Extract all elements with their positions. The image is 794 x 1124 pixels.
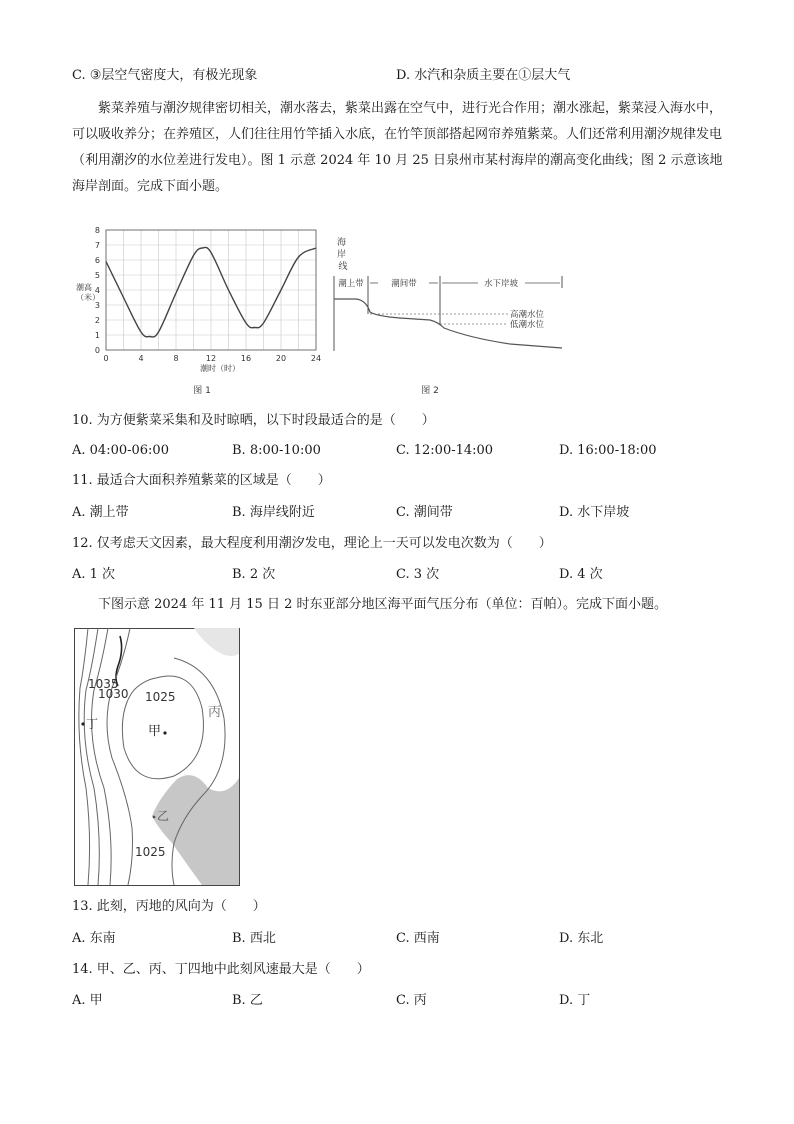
option-c[interactable]: C. 丙 xyxy=(396,993,427,1008)
y-tick-label: 1 xyxy=(94,331,100,340)
zone-supratidal: 潮上带 xyxy=(338,279,364,289)
figure-2-caption: 图 2 xyxy=(421,386,439,396)
option-b[interactable]: B. 2 次 xyxy=(232,567,276,582)
option-d[interactable]: D. 16:00-18:00 xyxy=(559,443,657,458)
isobar-label-1030: 1030 xyxy=(98,687,129,701)
option-d[interactable]: D. 水下岸坡 xyxy=(559,505,630,520)
y-axis-label: 潮高 （米） xyxy=(76,283,100,302)
y-tick-label: 0 xyxy=(94,346,100,355)
place-ding: 丁 xyxy=(86,717,99,731)
question-12-stem: 12. 仅考虑天文因素，最大程度利用潮汐发电，理论上一天可以发电次数为（ ） xyxy=(72,536,552,551)
place-yi: 乙 xyxy=(157,809,170,823)
option-a[interactable]: A. 1 次 xyxy=(72,567,116,582)
question-11-stem: 11. 最适合大面积养殖紫菜的区域是（ ） xyxy=(72,473,331,488)
x-tick-label: 8 xyxy=(173,354,179,363)
question-10-stem: 10. 为方便紫菜采集和及时晾晒，以下时段最适合的是（ ） xyxy=(72,413,435,428)
option-c[interactable]: C. ③层空气密度大，有极光现象 xyxy=(72,68,258,83)
intro-paragraph-pressure-map: 下图示意 2024 年 11 月 15 日 2 时东亚部分地区海平面气压分布（单位：百帕）。完成下面小题。 xyxy=(98,597,667,612)
option-a[interactable]: A. 04:00-06:00 xyxy=(72,443,169,458)
option-a[interactable]: A. 东南 xyxy=(72,931,116,946)
y-tick-label: 2 xyxy=(94,316,100,325)
x-tick-label: 0 xyxy=(103,354,109,363)
figure-1-caption: 图 1 xyxy=(193,386,211,396)
place-ding-dot xyxy=(81,722,84,725)
option-d[interactable]: D. 4 次 xyxy=(559,567,603,582)
y-tick-label: 3 xyxy=(94,301,100,310)
option-d[interactable]: D. 丁 xyxy=(559,993,591,1008)
question-13-stem: 13. 此刻，丙地的风向为（ ） xyxy=(72,899,266,914)
place-jia: 甲 xyxy=(148,724,162,739)
isobar-label-1025-bottom: 1025 xyxy=(135,845,166,859)
option-c[interactable]: C. 西南 xyxy=(396,931,440,946)
option-b[interactable]: B. 乙 xyxy=(232,993,263,1008)
option-a[interactable]: A. 甲 xyxy=(72,993,103,1008)
sea-level-pressure-map xyxy=(74,628,240,886)
x-tick-label: 12 xyxy=(205,354,217,363)
question-10-options xyxy=(72,441,732,461)
x-tick-label: 24 xyxy=(310,354,322,363)
isobar-label-1025-top: 1025 xyxy=(145,690,176,704)
option-b[interactable]: B. 西北 xyxy=(232,931,276,946)
chart-grid xyxy=(106,230,316,350)
shoreline-label: 海 岸 线 xyxy=(337,238,348,272)
isobar-label-1035: 1035 xyxy=(88,677,119,691)
y-tick-label: 5 xyxy=(94,271,100,280)
y-tick-label: 4 xyxy=(94,286,100,295)
option-d[interactable]: D. 东北 xyxy=(559,931,604,946)
y-tick-labels xyxy=(95,226,100,355)
zone-subtidal: 水下岸坡 xyxy=(483,279,519,289)
option-c[interactable]: C. 潮间带 xyxy=(396,505,453,520)
place-jia-dot xyxy=(163,731,166,734)
y-tick-label: 7 xyxy=(94,241,100,250)
question-11-options xyxy=(72,503,732,523)
option-c[interactable]: C. 3 次 xyxy=(396,567,440,582)
high-tide-label: 高潮水位 xyxy=(510,310,545,320)
question-13-options xyxy=(72,929,732,949)
place-bing: 丙 xyxy=(208,705,222,720)
question-14-stem: 14. 甲、乙、丙、丁四地中此刻风速最大是（ ） xyxy=(72,962,370,977)
question-12-options xyxy=(72,565,732,585)
option-c[interactable]: C. 12:00-14:00 xyxy=(396,443,494,458)
zone-intertidal: 潮间带 xyxy=(391,279,417,289)
low-tide-label: 低潮水位 xyxy=(510,320,545,330)
option-d[interactable]: D. 水汽和杂质主要在①层大气 xyxy=(396,68,571,83)
option-b[interactable]: B. 8:00-10:00 xyxy=(232,443,321,458)
coast-profile-figure xyxy=(330,236,580,398)
question-14-options xyxy=(72,991,732,1011)
x-tick-label: 16 xyxy=(240,354,252,363)
prev-question-options xyxy=(72,66,732,86)
tide-height-chart xyxy=(72,222,332,397)
option-a[interactable]: A. 潮上带 xyxy=(72,505,129,520)
intro-paragraph-tides: 紫菜养殖与潮汐规律密切相关，潮水落去，紫菜出露在空气中，进行光合作用；潮水涨起，紫菜浸入海水中，可以吸收养分；在养殖区，人们往往用竹竿插入水底，在竹竿顶部搭起网帘养殖紫菜。人们还常利用潮汐规律发电（利用潮汐的水位差进行发电）。图 1 示意 2024 年 10 月 25 日泉州市某村海岸的潮高变化曲线；图 2 示意该地海岸剖面。完成下面小题。 xyxy=(72,101,723,194)
x-axis-label: 潮时（时） xyxy=(200,364,240,373)
place-yi-dot xyxy=(153,816,156,819)
y-tick-label: 8 xyxy=(94,226,100,235)
x-tick-label: 4 xyxy=(138,354,144,363)
x-tick-label: 20 xyxy=(275,354,287,363)
y-tick-label: 6 xyxy=(94,256,100,265)
x-tick-labels xyxy=(103,354,321,363)
option-b[interactable]: B. 海岸线附近 xyxy=(232,505,315,520)
